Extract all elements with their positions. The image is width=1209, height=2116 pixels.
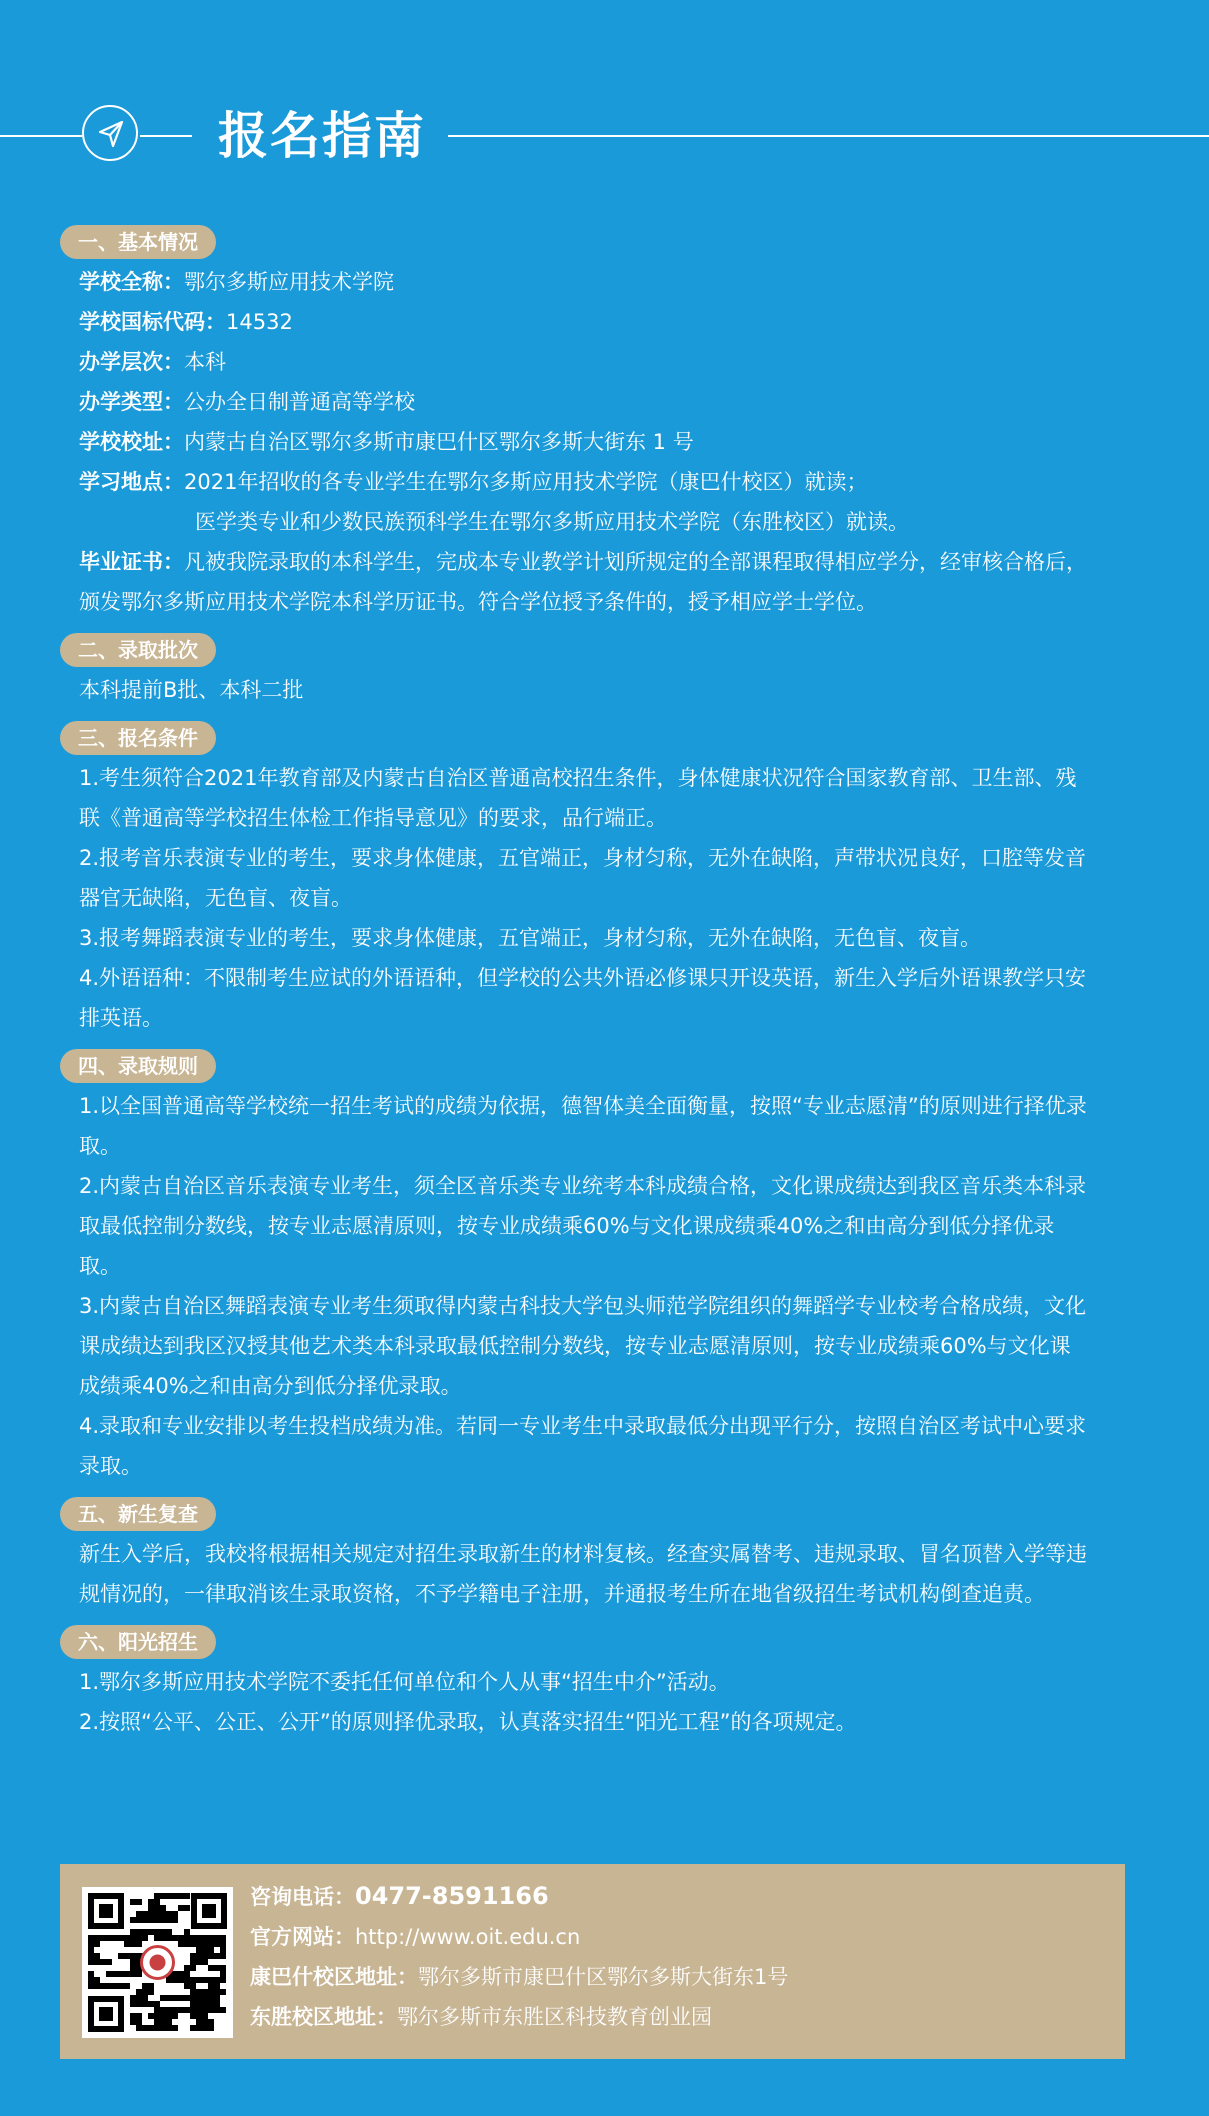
paragraph: 1.考生须符合2021年教育部及内蒙古自治区普通高校招生条件，身体健康状况符合国家教育部、卫生部、残联《普通高等学校招生体检工作指导意见》的要求，品行端正。 <box>79 766 1077 830</box>
phone-label: 咨询电话： <box>250 1885 355 1909</box>
paragraph: 1.以全国普通高等学校统一招生考试的成绩为依据，德智体美全面衡量，按照“专业志愿清”的原则进行择优录取。 <box>79 1094 1087 1158</box>
dongsheng-address-row <box>250 1997 788 2037</box>
address-label: 东胜校区地址： <box>250 2005 397 2029</box>
info-value: 凡被我院录取的本科学生，完成本专业教学计划所规定的全部课程取得相应学分，经审核合格后，颁发鄂尔多斯应用技术学院本科学历证书。符合学位授予条件的，授予相应学士学位。 <box>79 550 1087 614</box>
info-row <box>60 542 1091 622</box>
section-badge: 六、阳光招生 <box>60 1625 216 1659</box>
info-label: 学校全称： <box>79 270 184 294</box>
phone-row <box>250 1876 788 1917</box>
contact-footer <box>60 1864 1125 2059</box>
info-label: 学校国标代码： <box>79 310 226 334</box>
info-row <box>60 422 1110 462</box>
info-row <box>60 342 1110 382</box>
info-label: 办学类型： <box>79 390 184 414</box>
info-row <box>60 262 1110 302</box>
kangbashi-address-row <box>250 1957 788 1997</box>
paragraph: 2.内蒙古自治区音乐表演专业考生，须全区音乐类专业统考本科成绩合格，文化课成绩达到我区音乐类本科录取最低控制分数线，按专业志愿清原则，按专业成绩乘60%与文化课成绩乘40%之和由高分到低分择优录取。 <box>79 1174 1087 1278</box>
info-value: 14532 <box>226 310 293 334</box>
paragraph: 1.鄂尔多斯应用技术学院不委托任何单位和个人从事“招生中介”活动。 <box>79 1670 730 1694</box>
paragraph: 3.报考舞蹈表演专业的考生，要求身体健康，五官端正，身材匀称，无外在缺陷，无色盲、夜盲。 <box>79 926 982 950</box>
paragraph: 4.录取和专业安排以考生投档成绩为准。若同一专业考生中录取最低分出现平行分，按照自治区考试中心要求录取。 <box>79 1414 1087 1478</box>
page-header <box>0 100 1209 172</box>
phone-value[interactable]: 0477-8591166 <box>355 1882 549 1910</box>
info-label: 毕业证书： <box>79 550 184 574</box>
section-freshman-review <box>60 1494 1110 1614</box>
info-value-continued: 医学类专业和少数民族预科学生在鄂尔多斯应用技术学院（东胜校区）就读。 <box>195 510 909 534</box>
content <box>60 222 1110 1750</box>
paragraph: 2.按照“公平、公正、公开”的原则择优录取，认真落实招生“阳光工程”的各项规定。 <box>79 1710 857 1734</box>
info-row <box>60 382 1110 422</box>
address-value: 鄂尔多斯市康巴什区鄂尔多斯大街东1号 <box>418 1965 789 1989</box>
paragraph: 4.外语语种：不限制考生应试的外语语种，但学校的公共外语必修课只开设英语，新生入学后外语课教学只安排英语。 <box>79 966 1087 1030</box>
section-requirements <box>60 718 1110 1038</box>
paragraph: 新生入学后，我校将根据相关规定对招生录取新生的材料复核。经查实属替考、违规录取、冒名顶替入学等违规情况的，一律取消该生录取资格，不予学籍电子注册，并通报考生所在地省级招生考试机构倒查追责。 <box>79 1542 1087 1606</box>
qr-code-icon <box>82 1887 233 2038</box>
section-badge: 五、新生复查 <box>60 1497 216 1531</box>
section-sunshine-enrollment <box>60 1622 1110 1742</box>
header-rule-left <box>0 135 82 137</box>
header-rule-middle <box>140 135 192 137</box>
info-value: 内蒙古自治区鄂尔多斯市康巴什区鄂尔多斯大街东 1 号 <box>184 430 694 454</box>
info-value: 本科 <box>184 350 226 374</box>
info-row <box>60 302 1110 342</box>
address-value: 鄂尔多斯市东胜区科技教育创业园 <box>397 2005 712 2029</box>
section-basic-info <box>60 222 1110 622</box>
section-admission-batch <box>60 630 1110 710</box>
website-row <box>250 1917 788 1957</box>
info-label: 学习地点： <box>79 470 184 494</box>
contact-info <box>250 1876 788 2037</box>
section-badge: 四、录取规则 <box>60 1049 216 1083</box>
page-title: 报名指南 <box>218 107 426 165</box>
address-label: 康巴什校区地址： <box>250 1965 418 1989</box>
paragraph: 3.内蒙古自治区舞蹈表演专业考生须取得内蒙古科技大学包头师范学院组织的舞蹈学专业校考合格成绩，文化课成绩达到我区汉授其他艺术类本科录取最低控制分数线，按专业志愿清原则，按专业成绩乘60%与文化课成绩乘40%之和由高分到低分择优录取。 <box>79 1294 1087 1398</box>
paragraph: 2.报考音乐表演专业的考生，要求身体健康，五官端正，身材匀称，无外在缺陷，声带状况良好，口腔等发音器官无缺陷，无色盲、夜盲。 <box>79 846 1087 910</box>
section-badge: 一、基本情况 <box>60 225 216 259</box>
section-badge: 二、录取批次 <box>60 633 216 667</box>
info-label: 学校校址： <box>79 430 184 454</box>
header-rule-right <box>448 135 1209 137</box>
website-label: 官方网站： <box>250 1925 355 1949</box>
section-badge: 三、报名条件 <box>60 721 216 755</box>
info-label: 办学层次： <box>79 350 184 374</box>
section-admission-rules <box>60 1046 1110 1486</box>
info-row <box>60 462 1110 502</box>
info-value: 2021年招收的各专业学生在鄂尔多斯应用技术学院（康巴什校区）就读； <box>184 470 868 494</box>
paragraph: 本科提前B批、本科二批 <box>79 678 304 702</box>
send-icon <box>82 105 138 161</box>
info-value: 鄂尔多斯应用技术学院 <box>184 270 394 294</box>
info-value: 公办全日制普通高等学校 <box>184 390 415 414</box>
website-link[interactable]: http://www.oit.edu.cn <box>355 1925 581 1949</box>
